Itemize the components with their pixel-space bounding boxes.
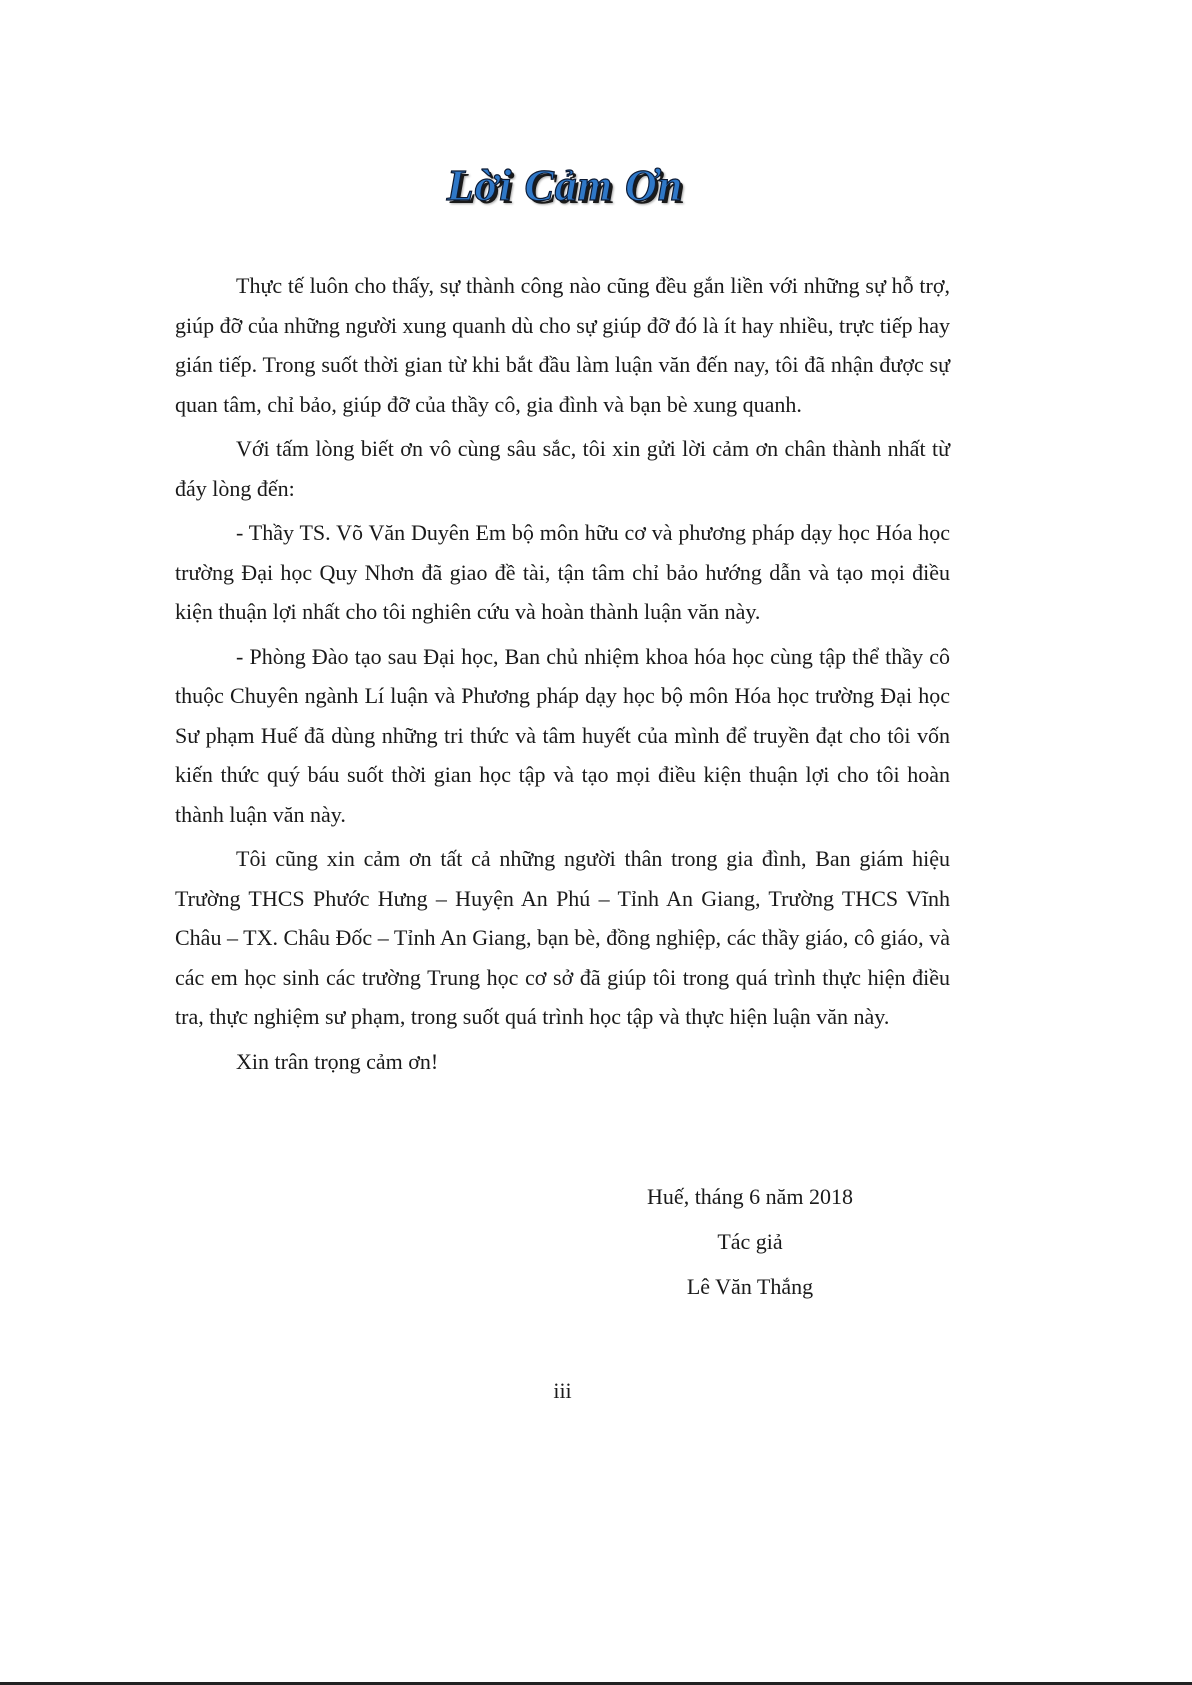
- paragraph-intro: Thực tế luôn cho thấy, sự thành công nào cũng đều gắn liền với những sự hỗ trợ, giúp đỡ của những người xung quanh dù cho sự giúp đỡ đó là ít hay nhiều, trực tiếp hay gián tiếp. Trong suốt thời gian từ khi bắt đầu làm luận văn đến nay, tôi đã nhận được sự quan tâm, chỉ bảo, giúp đỡ của thầy cô, gia đình và bạn bè xung quanh.: [175, 273, 950, 417]
- signature-author: Lê Văn Thắng: [686, 1274, 814, 1299]
- page-number: iii: [553, 1378, 572, 1403]
- paragraph-faculty: - Phòng Đào tạo sau Đại học, Ban chủ nhiệm khoa hóa học cùng tập thể thầy cô thuộc Chuyên ngành Lí luận và Phương pháp dạy học bộ môn Hóa học trường Đại học Sư phạm Huế đã dùng những tri thức và tâm huyết của mình để truyền đạt cho tôi vốn kiến thức quý báu suốt thời gian học tập và tạo mọi điều kiện thuận lợi cho tôi hoàn thành luận văn này.: [175, 643, 950, 827]
- paragraph-gratitude: Với tấm lòng biết ơn vô cùng sâu sắc, tôi xin gửi lời cảm ơn chân thành nhất từ đáy lòng đến:: [175, 436, 950, 501]
- signature-block: [580, 1174, 920, 1309]
- page-title: Lời Cảm Ơn: [446, 161, 684, 210]
- acknowledgement-body: [175, 266, 950, 1086]
- signature-place-date: Huế, tháng 6 năm 2018: [647, 1184, 853, 1209]
- signature-role: Tác giả: [717, 1229, 783, 1254]
- paragraph-family-schools: Tôi cũng xin cảm ơn tất cả những người thân trong gia đình, Ban giám hiệu Trường THCS Phước Hưng – Huyện An Phú – Tỉnh An Giang, Trường THCS Vĩnh Châu – TX. Châu Đốc – Tỉnh An Giang, bạn bè, đồng nghiệp, các thầy giáo, cô giáo, và các em học sinh các trường Trung học cơ sở đã giúp tôi trong quá trình thực hiện điều tra, thực nghiệm sư phạm, trong suốt quá trình học tập và thực hiện luận văn này.: [175, 846, 950, 1029]
- paragraph-closing: Xin trân trọng cảm ơn!: [236, 1048, 439, 1074]
- paragraph-supervisor: - Thầy TS. Võ Văn Duyên Em bộ môn hữu cơ và phương pháp dạy học Hóa học trường Đại học Quy Nhơn đã giao đề tài, tận tâm chỉ bảo hướng dẫn và tạo mọi điều kiện thuận lợi nhất cho tôi nghiên cứu và hoàn thành luận văn này.: [175, 520, 950, 624]
